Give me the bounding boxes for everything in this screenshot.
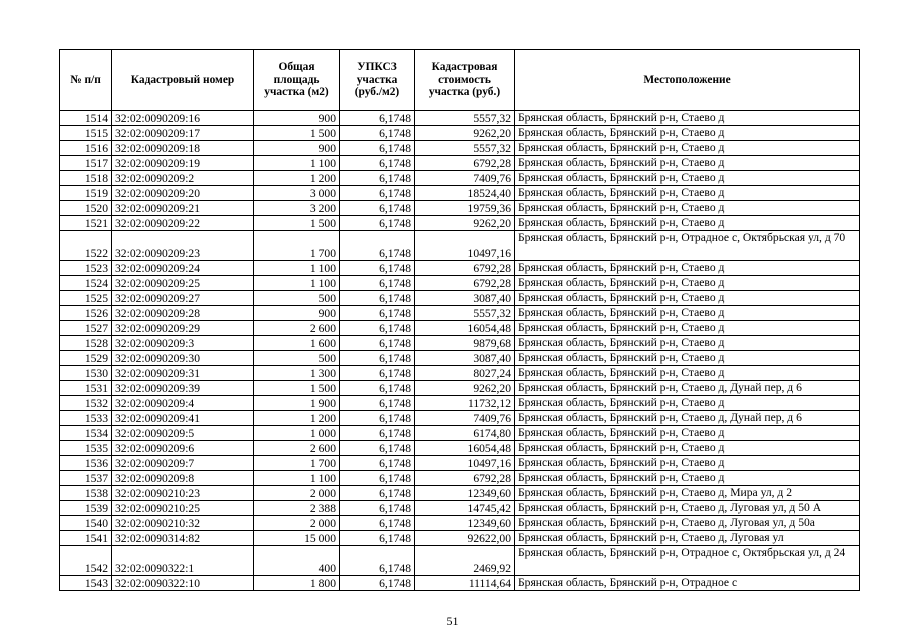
cell-cost: 12349,60 [415, 486, 515, 501]
cell-area: 1 100 [254, 156, 340, 171]
cell-cost: 5557,32 [415, 306, 515, 321]
table-row [60, 111, 860, 126]
table-row [60, 351, 860, 366]
cell-num: 1519 [60, 186, 112, 201]
table-row [60, 141, 860, 156]
cell-num: 1537 [60, 471, 112, 486]
cell-cost: 19759,36 [415, 201, 515, 216]
cell-cost: 3087,40 [415, 291, 515, 306]
cell-num: 1516 [60, 141, 112, 156]
cell-cadastral: 32:02:0090209:4 [112, 396, 254, 411]
table-row [60, 531, 860, 546]
cell-cost: 6792,28 [415, 261, 515, 276]
cell-cost: 6174,80 [415, 426, 515, 441]
cell-cadastral: 32:02:0090209:24 [112, 261, 254, 276]
cell-cost: 9262,20 [415, 126, 515, 141]
cell-area: 1 100 [254, 276, 340, 291]
table-row [60, 381, 860, 396]
table-row [60, 261, 860, 276]
cell-area: 1 700 [254, 456, 340, 471]
cell-cadastral: 32:02:0090209:25 [112, 276, 254, 291]
cell-num: 1526 [60, 306, 112, 321]
table-row [60, 501, 860, 516]
cell-upksz: 6,1748 [340, 291, 415, 306]
table-row [60, 321, 860, 336]
cell-area: 1 200 [254, 411, 340, 426]
cell-cost: 7409,76 [415, 171, 515, 186]
cell-cadastral: 32:02:0090209:41 [112, 411, 254, 426]
cell-cadastral: 32:02:0090209:16 [112, 111, 254, 126]
cell-area: 2 600 [254, 321, 340, 336]
cell-location: Брянская область, Брянский р-н, Стаево д [515, 156, 860, 171]
cell-upksz: 6,1748 [340, 471, 415, 486]
table-row [60, 441, 860, 456]
cell-num: 1533 [60, 411, 112, 426]
cell-upksz: 6,1748 [340, 336, 415, 351]
cell-area: 900 [254, 141, 340, 156]
cell-area: 900 [254, 111, 340, 126]
cell-upksz: 6,1748 [340, 261, 415, 276]
header-upksz: УПКСЗ участка (руб./м2) [340, 50, 415, 111]
cell-area: 2 000 [254, 516, 340, 531]
cell-area: 1 100 [254, 471, 340, 486]
cell-num: 1540 [60, 516, 112, 531]
cell-cost: 11732,12 [415, 396, 515, 411]
cell-cost: 5557,32 [415, 111, 515, 126]
cell-cost: 92622,00 [415, 531, 515, 546]
cell-cadastral: 32:02:0090209:2 [112, 171, 254, 186]
cell-location: Брянская область, Брянский р-н, Стаево д [515, 456, 860, 471]
table-row [60, 171, 860, 186]
cell-upksz: 6,1748 [340, 441, 415, 456]
table-row [60, 306, 860, 321]
cell-area: 1 800 [254, 576, 340, 591]
table-row [60, 276, 860, 291]
table-row [60, 396, 860, 411]
cell-cadastral: 32:02:0090209:7 [112, 456, 254, 471]
cell-area: 1 900 [254, 396, 340, 411]
cell-area: 2 000 [254, 486, 340, 501]
cell-area: 2 388 [254, 501, 340, 516]
cell-location: Брянская область, Брянский р-н, Стаево д [515, 306, 860, 321]
table-row [60, 156, 860, 171]
cell-upksz: 6,1748 [340, 321, 415, 336]
cell-num: 1531 [60, 381, 112, 396]
cell-cost: 12349,60 [415, 516, 515, 531]
cell-location: Брянская область, Брянский р-н, Стаево д [515, 276, 860, 291]
cell-cadastral: 32:02:0090209:20 [112, 186, 254, 201]
cell-upksz: 6,1748 [340, 231, 415, 261]
cell-upksz: 6,1748 [340, 201, 415, 216]
cell-location: Брянская область, Брянский р-н, Стаево д [515, 126, 860, 141]
cell-area: 1 600 [254, 336, 340, 351]
cell-area: 1 300 [254, 366, 340, 381]
cell-cost: 5557,32 [415, 141, 515, 156]
cell-location: Брянская область, Брянский р-н, Стаево д [515, 141, 860, 156]
table-row [60, 411, 860, 426]
cell-location: Брянская область, Брянский р-н, Стаево д, Луговая ул, д 50 А [515, 501, 860, 516]
cell-area: 500 [254, 291, 340, 306]
cell-cadastral: 32:02:0090209:8 [112, 471, 254, 486]
cell-area: 500 [254, 351, 340, 366]
cell-num: 1528 [60, 336, 112, 351]
cell-location: Брянская область, Брянский р-н, Стаево д [515, 351, 860, 366]
cell-num: 1538 [60, 486, 112, 501]
cell-cadastral: 32:02:0090209:22 [112, 216, 254, 231]
table-row [60, 456, 860, 471]
cell-location: Брянская область, Брянский р-н, Стаево д [515, 396, 860, 411]
cell-location: Брянская область, Брянский р-н, Стаево д [515, 111, 860, 126]
cell-num: 1530 [60, 366, 112, 381]
cell-cost: 3087,40 [415, 351, 515, 366]
cell-num: 1520 [60, 201, 112, 216]
cell-num: 1522 [60, 231, 112, 261]
cell-cadastral: 32:02:0090209:6 [112, 441, 254, 456]
table-row [60, 186, 860, 201]
cell-upksz: 6,1748 [340, 456, 415, 471]
table-row [60, 546, 860, 576]
cell-upksz: 6,1748 [340, 366, 415, 381]
table-row [60, 216, 860, 231]
cell-num: 1536 [60, 456, 112, 471]
header-num: № п/п [60, 50, 112, 111]
cell-cadastral: 32:02:0090209:19 [112, 156, 254, 171]
cell-cost: 10497,16 [415, 456, 515, 471]
header-area: Общая площадь участка (м2) [254, 50, 340, 111]
table-row [60, 231, 860, 261]
cell-cadastral: 32:02:0090209:3 [112, 336, 254, 351]
cell-cadastral: 32:02:0090209:30 [112, 351, 254, 366]
cell-upksz: 6,1748 [340, 516, 415, 531]
table-row [60, 336, 860, 351]
cell-cadastral: 32:02:0090210:25 [112, 501, 254, 516]
cell-cost: 9262,20 [415, 216, 515, 231]
cell-cadastral: 32:02:0090314:82 [112, 531, 254, 546]
cell-location: Брянская область, Брянский р-н, Стаево д, Луговая ул [515, 531, 860, 546]
cell-upksz: 6,1748 [340, 396, 415, 411]
cell-num: 1521 [60, 216, 112, 231]
cell-upksz: 6,1748 [340, 351, 415, 366]
cell-location: Брянская область, Брянский р-н, Отрадное с, Октябрьская ул, д 70 [515, 231, 860, 261]
cell-cost: 9879,68 [415, 336, 515, 351]
cell-area: 400 [254, 546, 340, 576]
cell-location: Брянская область, Брянский р-н, Стаево д [515, 201, 860, 216]
cell-num: 1529 [60, 351, 112, 366]
cell-area: 1 200 [254, 171, 340, 186]
cell-cadastral: 32:02:0090209:5 [112, 426, 254, 441]
cell-location: Брянская область, Брянский р-н, Стаево д [515, 261, 860, 276]
cell-upksz: 6,1748 [340, 276, 415, 291]
cell-location: Брянская область, Брянский р-н, Стаево д [515, 186, 860, 201]
cell-cadastral: 32:02:0090209:39 [112, 381, 254, 396]
cell-upksz: 6,1748 [340, 171, 415, 186]
cell-location: Брянская область, Брянский р-н, Стаево д [515, 171, 860, 186]
cell-num: 1532 [60, 396, 112, 411]
cell-cost: 8027,24 [415, 366, 515, 381]
cell-cost: 14745,42 [415, 501, 515, 516]
cell-upksz: 6,1748 [340, 111, 415, 126]
cell-location: Брянская область, Брянский р-н, Стаево д, Дунай пер, д 6 [515, 411, 860, 426]
cell-upksz: 6,1748 [340, 411, 415, 426]
header-cost: Кадастровая стоимость участка (руб.) [415, 50, 515, 111]
cell-num: 1543 [60, 576, 112, 591]
cell-num: 1541 [60, 531, 112, 546]
cell-cost: 6792,28 [415, 156, 515, 171]
header-cadastral: Кадастровый номер [112, 50, 254, 111]
cell-cost: 10497,16 [415, 231, 515, 261]
cell-area: 900 [254, 306, 340, 321]
cell-cadastral: 32:02:0090322:10 [112, 576, 254, 591]
cell-cadastral: 32:02:0090209:29 [112, 321, 254, 336]
cell-cost: 6792,28 [415, 471, 515, 486]
table-row [60, 366, 860, 381]
table-row [60, 126, 860, 141]
cell-cadastral: 32:02:0090322:1 [112, 546, 254, 576]
cell-cost: 11114,64 [415, 576, 515, 591]
table-body [60, 111, 860, 591]
cell-location: Брянская область, Брянский р-н, Стаево д [515, 441, 860, 456]
cell-cost: 9262,20 [415, 381, 515, 396]
cell-area: 2 600 [254, 441, 340, 456]
cell-area: 3 000 [254, 186, 340, 201]
cell-cadastral: 32:02:0090210:32 [112, 516, 254, 531]
cell-area: 1 500 [254, 216, 340, 231]
cadastral-table [59, 49, 860, 591]
cell-cost: 16054,48 [415, 321, 515, 336]
table-row [60, 576, 860, 591]
table-row [60, 291, 860, 306]
cell-location: Брянская область, Брянский р-н, Отрадное с [515, 576, 860, 591]
cell-cadastral: 32:02:0090209:17 [112, 126, 254, 141]
cell-cost: 6792,28 [415, 276, 515, 291]
cell-num: 1535 [60, 441, 112, 456]
cell-upksz: 6,1748 [340, 306, 415, 321]
cell-cadastral: 32:02:0090209:18 [112, 141, 254, 156]
cell-upksz: 6,1748 [340, 546, 415, 576]
table-row [60, 201, 860, 216]
cell-area: 3 200 [254, 201, 340, 216]
table-row [60, 471, 860, 486]
cell-cadastral: 32:02:0090209:21 [112, 201, 254, 216]
page-number: 51 [446, 614, 459, 628]
cell-cost: 7409,76 [415, 411, 515, 426]
cell-location: Брянская область, Брянский р-н, Стаево д [515, 426, 860, 441]
cell-cadastral: 32:02:0090209:31 [112, 366, 254, 381]
cell-cost: 18524,40 [415, 186, 515, 201]
cell-area: 1 700 [254, 231, 340, 261]
cell-location: Брянская область, Брянский р-н, Стаево д [515, 366, 860, 381]
cell-upksz: 6,1748 [340, 216, 415, 231]
table-row [60, 486, 860, 501]
cell-area: 1 500 [254, 126, 340, 141]
cell-cadastral: 32:02:0090209:27 [112, 291, 254, 306]
cell-cost: 2469,92 [415, 546, 515, 576]
cell-area: 1 500 [254, 381, 340, 396]
cell-area: 1 100 [254, 261, 340, 276]
header-location: Местоположение [515, 50, 860, 111]
cell-num: 1542 [60, 546, 112, 576]
cell-upksz: 6,1748 [340, 486, 415, 501]
cell-area: 15 000 [254, 531, 340, 546]
cell-upksz: 6,1748 [340, 126, 415, 141]
cell-upksz: 6,1748 [340, 186, 415, 201]
cell-location: Брянская область, Брянский р-н, Стаево д [515, 336, 860, 351]
cell-cadastral: 32:02:0090209:23 [112, 231, 254, 261]
cell-num: 1539 [60, 501, 112, 516]
cell-num: 1514 [60, 111, 112, 126]
cell-num: 1515 [60, 126, 112, 141]
cell-location: Брянская область, Брянский р-н, Стаево д [515, 291, 860, 306]
cell-location: Брянская область, Брянский р-н, Стаево д [515, 471, 860, 486]
cell-location: Брянская область, Брянский р-н, Отрадное с, Октябрьская ул, д 24 [515, 546, 860, 576]
table-row [60, 426, 860, 441]
header-row [60, 50, 860, 111]
cell-cadastral: 32:02:0090210:23 [112, 486, 254, 501]
cell-location: Брянская область, Брянский р-н, Стаево д [515, 216, 860, 231]
cell-num: 1524 [60, 276, 112, 291]
cell-num: 1523 [60, 261, 112, 276]
cell-cost: 16054,48 [415, 441, 515, 456]
cell-location: Брянская область, Брянский р-н, Стаево д, Луговая ул, д 50а [515, 516, 860, 531]
table-row [60, 516, 860, 531]
cell-upksz: 6,1748 [340, 531, 415, 546]
cell-upksz: 6,1748 [340, 426, 415, 441]
cell-location: Брянская область, Брянский р-н, Стаево д, Мира ул, д 2 [515, 486, 860, 501]
cell-upksz: 6,1748 [340, 381, 415, 396]
cell-upksz: 6,1748 [340, 141, 415, 156]
cell-location: Брянская область, Брянский р-н, Стаево д, Дунай пер, д 6 [515, 381, 860, 396]
cell-num: 1534 [60, 426, 112, 441]
cell-area: 1 000 [254, 426, 340, 441]
cell-num: 1525 [60, 291, 112, 306]
cell-cadastral: 32:02:0090209:28 [112, 306, 254, 321]
cell-num: 1517 [60, 156, 112, 171]
cell-upksz: 6,1748 [340, 156, 415, 171]
cell-upksz: 6,1748 [340, 576, 415, 591]
cell-num: 1518 [60, 171, 112, 186]
cell-upksz: 6,1748 [340, 501, 415, 516]
cell-location: Брянская область, Брянский р-н, Стаево д [515, 321, 860, 336]
cell-num: 1527 [60, 321, 112, 336]
